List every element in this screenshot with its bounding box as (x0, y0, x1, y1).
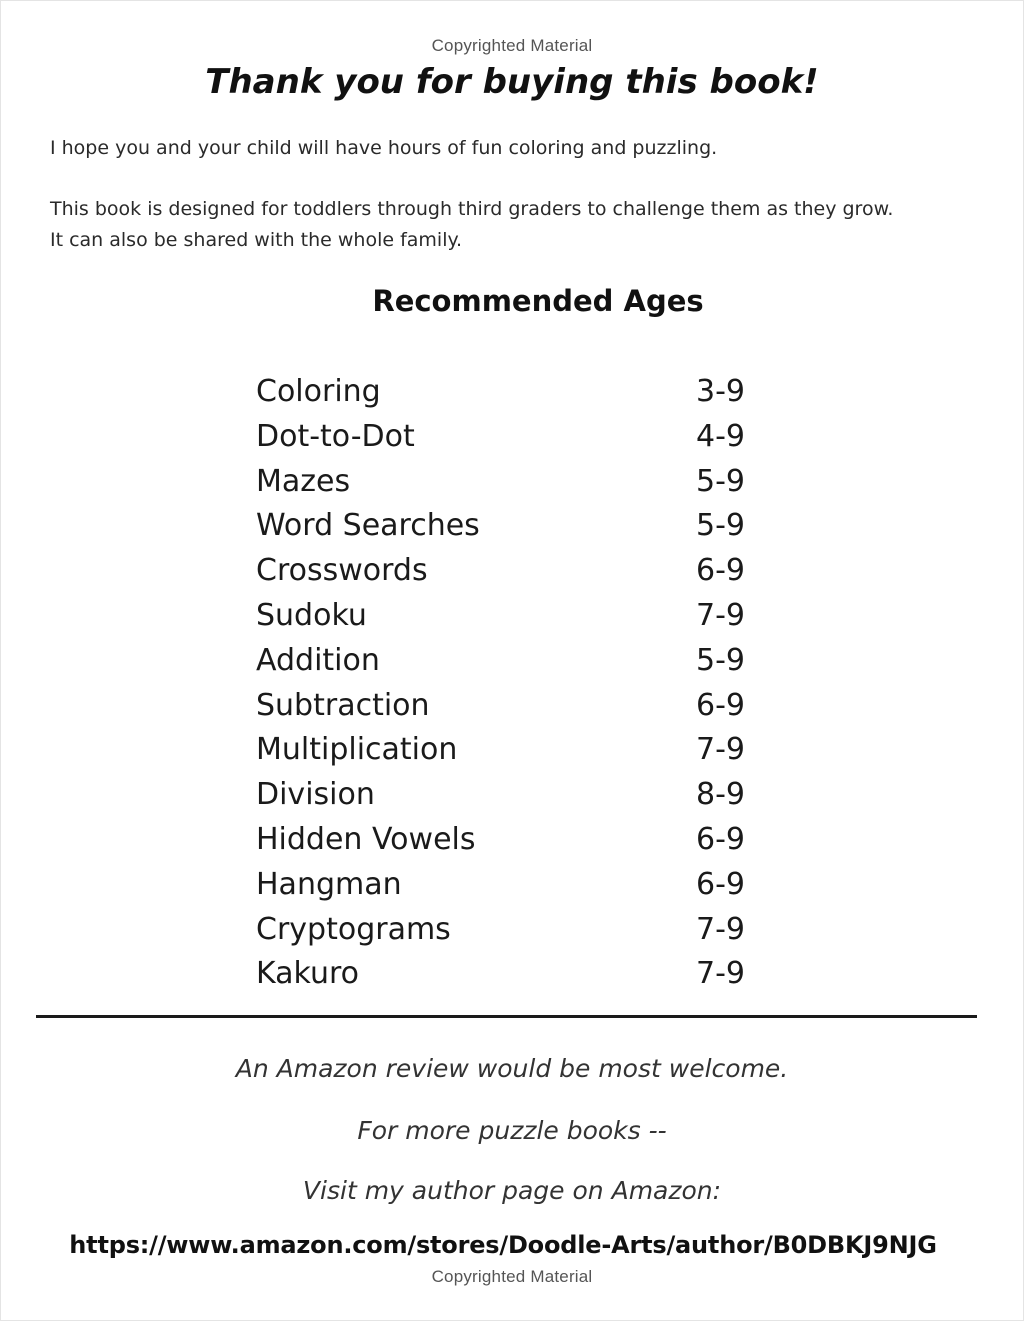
activity-name: Coloring (256, 374, 381, 409)
ages-row (256, 863, 756, 908)
activity-name: Hangman (256, 866, 402, 902)
intro-paragraph-2 (50, 194, 970, 256)
activity-name: Kakuro (256, 956, 360, 992)
ages-row (256, 818, 756, 863)
intro-text-line: It can also be shared with the whole family. (50, 229, 463, 251)
copyright-notice-top: Copyrighted Material (431, 36, 593, 55)
page-title: Thank you for buying this book! (205, 62, 819, 102)
age-range: 5-9 (696, 463, 745, 499)
author-page-link[interactable]: https://www.amazon.com/stores/Doodle-Arts/author/B0DBKJ9NJG (69, 1231, 937, 1259)
age-range: 6-9 (696, 866, 745, 902)
activity-name: Hidden Vowels (256, 821, 476, 857)
recommended-ages-list (256, 370, 756, 997)
recommended-ages-heading: Recommended Ages (372, 284, 704, 318)
activity-name: Subtraction (256, 687, 430, 723)
more-books-note: For more puzzle books -- (357, 1116, 667, 1145)
activity-name: Cryptograms (256, 911, 451, 947)
copyright-notice-bottom: Copyrighted Material (431, 1267, 593, 1286)
ages-row (256, 370, 756, 415)
ages-row (256, 504, 756, 549)
ages-row (256, 773, 756, 818)
age-range: 4-9 (696, 418, 745, 454)
ages-row (256, 952, 756, 997)
age-range: 3-9 (696, 374, 745, 409)
activity-name: Dot-to-Dot (256, 418, 415, 454)
ages-row (256, 908, 756, 953)
age-range: 6-9 (696, 553, 745, 589)
activity-name: Division (256, 777, 375, 813)
age-range: 6-9 (696, 687, 745, 723)
age-range: 8-9 (696, 777, 745, 813)
ages-row (256, 684, 756, 729)
age-range: 7-9 (696, 597, 745, 633)
ages-row (256, 549, 756, 594)
review-request: An Amazon review would be most welcome. (235, 1054, 789, 1083)
activity-name: Crosswords (256, 553, 428, 589)
section-divider (36, 1015, 977, 1018)
age-range: 5-9 (696, 642, 745, 678)
activity-name: Mazes (256, 463, 351, 499)
activity-name: Multiplication (256, 732, 458, 768)
age-range: 6-9 (696, 821, 745, 857)
ages-row (256, 460, 756, 505)
activity-name: Word Searches (256, 508, 480, 544)
author-page-note: Visit my author page on Amazon: (302, 1176, 722, 1205)
age-range: 5-9 (696, 508, 745, 544)
intro-text-line: This book is designed for toddlers through third graders to challenge them as they grow. (50, 198, 894, 220)
age-range: 7-9 (696, 911, 745, 947)
ages-row (256, 594, 756, 639)
activity-name: Sudoku (256, 597, 367, 633)
intro-text-line: I hope you and your child will have hours of fun coloring and puzzling. (50, 137, 718, 159)
ages-row (256, 639, 756, 684)
intro-paragraph-1 (50, 133, 970, 164)
ages-row (256, 415, 756, 460)
activity-name: Addition (256, 642, 380, 678)
age-range: 7-9 (696, 732, 745, 768)
age-range: 7-9 (696, 956, 745, 992)
ages-row (256, 728, 756, 773)
